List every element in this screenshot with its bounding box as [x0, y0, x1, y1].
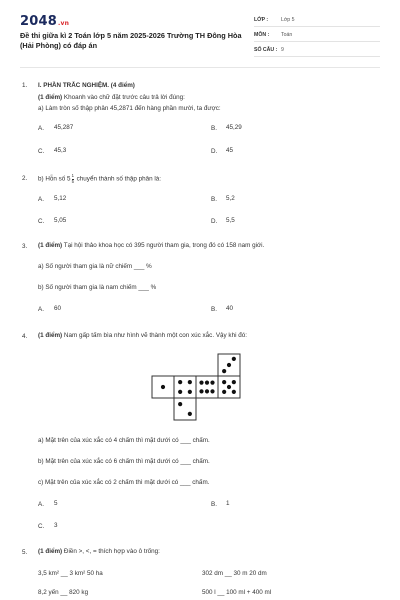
- option-text[interactable]: 60: [54, 305, 62, 312]
- sub-question-b: b) Mặt trên của xúc xắc có 6 chấm thì mặt dưới có ___ chấm.: [38, 458, 210, 465]
- option-letter: A.: [38, 306, 44, 313]
- sub-question-c: c) Mặt trên của xúc xắc có 2 chấm thì mặt dưới có ___ chấm.: [38, 479, 210, 486]
- comparison-item[interactable]: 3,5 km² __ 3 km² 50 ha: [38, 570, 103, 577]
- dice-pip: [205, 389, 209, 393]
- fraction-denominator: 5: [71, 178, 74, 184]
- section-heading: I. PHẦN TRẮC NGHIỆM. (4 điểm): [38, 82, 135, 89]
- site-logo[interactable]: [20, 14, 69, 29]
- question-points: (1 điểm): [38, 94, 63, 101]
- sub-question-b: b) Số người tham gia là nam chiếm ___ %: [38, 284, 157, 291]
- meta-value: Lớp 5: [281, 17, 295, 23]
- dice-face-border: [174, 376, 196, 398]
- dice-net-svg: [150, 352, 250, 424]
- dice-pip: [199, 389, 203, 393]
- meta-key: SỐ CÂU :: [254, 47, 278, 53]
- dice-pip: [188, 390, 192, 394]
- question-body: Nam gấp tấm bìa như hình vẽ thành một con xúc xắc. Vậy khi đó:: [63, 332, 247, 339]
- meta-panel: [254, 14, 380, 59]
- dice-pip: [222, 380, 226, 384]
- option-text[interactable]: 5,2: [226, 195, 235, 202]
- dice-pip: [210, 381, 214, 385]
- dice-pip: [232, 380, 236, 384]
- option-text[interactable]: 45,29: [226, 124, 242, 131]
- dice-pip: [205, 381, 209, 385]
- question-prompt: a) Làm tròn số thập phân 45,2871 đến hàng phần mười, ta được:: [38, 105, 221, 112]
- meta-row-count: [254, 44, 380, 57]
- question-body: Điền >, <, = thích hợp vào ô trống:: [63, 548, 160, 555]
- option-letter: C.: [38, 523, 45, 530]
- dice-pip: [222, 369, 226, 373]
- dice-pip: [227, 363, 231, 367]
- option-text[interactable]: 45,287: [54, 124, 74, 131]
- option-letter: A.: [38, 125, 44, 132]
- dice-net-figure: [150, 352, 250, 424]
- dice-face-1: [152, 376, 174, 398]
- option-text[interactable]: 5: [54, 500, 58, 507]
- sub-question-a: a) Mặt trên của xúc xắc có 4 chấm thì mặt dưới có ___ chấm.: [38, 437, 210, 444]
- question-points: (1 điểm): [38, 548, 63, 555]
- question-number: 3.: [22, 243, 28, 250]
- header-divider: [20, 67, 380, 68]
- option-letter: D.: [211, 148, 218, 155]
- option-letter: B.: [211, 196, 217, 203]
- option-text[interactable]: 45,3: [54, 147, 67, 154]
- comparison-item[interactable]: 8,2 yến __ 820 kg: [38, 589, 89, 596]
- question-points: (1 điểm): [38, 332, 63, 339]
- meta-row-class: [254, 14, 380, 27]
- meta-key: LỚP :: [254, 17, 269, 23]
- option-text[interactable]: 45: [226, 147, 234, 154]
- dice-face-border: [196, 376, 218, 398]
- question-text: [38, 242, 264, 250]
- option-text[interactable]: 5,12: [54, 195, 67, 202]
- dice-pip: [210, 389, 214, 393]
- page-title: Đề thi giữa kì 2 Toán lớp 5 năm 2025-2026 Trường TH Đông Hòa (Hải Phòng) có đáp án: [20, 31, 242, 50]
- option-letter: B.: [211, 501, 217, 508]
- question-number: 5.: [22, 549, 28, 556]
- option-text[interactable]: 3: [54, 522, 58, 529]
- dice-pip: [199, 381, 203, 385]
- question-points: (1 điểm): [38, 242, 63, 249]
- question-number: 4.: [22, 333, 28, 340]
- comparison-item[interactable]: 500 l __ 100 ml + 400 ml: [202, 589, 272, 596]
- prompt-text: b) Hỗn số 5: [38, 175, 71, 183]
- dice-face-border: [174, 398, 196, 420]
- option-letter: B.: [211, 125, 217, 132]
- option-letter: C.: [38, 148, 45, 155]
- dice-pip: [232, 390, 236, 394]
- option-letter: B.: [211, 306, 217, 313]
- instruction-text: Khoanh vào chữ đặt trước câu trả lời đúng:: [63, 94, 185, 101]
- logo-text: 2048: [20, 14, 57, 29]
- fraction-numerator: 1: [71, 173, 74, 178]
- option-letter: A.: [38, 196, 44, 203]
- option-text[interactable]: 1: [226, 500, 230, 507]
- dice-face-3: [218, 354, 240, 376]
- option-letter: C.: [38, 218, 45, 225]
- dice-pip: [178, 402, 182, 406]
- dice-face-4: [174, 376, 196, 398]
- dice-face-2: [174, 398, 196, 420]
- dice-face-5: [218, 376, 240, 398]
- meta-key: MÔN :: [254, 32, 270, 38]
- dice-pip: [178, 380, 182, 384]
- option-text[interactable]: 5,5: [226, 217, 235, 224]
- mixed-fraction: [72, 174, 74, 184]
- sub-question-a: a) Số người tham gia là nữ chiếm ___ %: [38, 263, 152, 270]
- dice-face-6: [196, 376, 218, 398]
- dice-pip: [178, 390, 182, 394]
- question-instruction: [38, 94, 185, 102]
- meta-value: 9: [281, 47, 284, 53]
- logo-suffix: .vn: [57, 20, 70, 27]
- question-body: Tại hội thảo khoa học có 395 người tham gia, trong đó có 158 nam giới.: [63, 242, 265, 249]
- question-text: [38, 332, 247, 340]
- option-letter: A.: [38, 501, 44, 508]
- prompt-text: chuyển thành số thập phân là:: [76, 175, 162, 183]
- question-prompt: [38, 174, 161, 184]
- question-number: 2.: [22, 175, 28, 182]
- dice-pip: [161, 385, 165, 389]
- dice-pip: [227, 385, 231, 389]
- dice-pip: [232, 357, 236, 361]
- dice-pip: [222, 390, 226, 394]
- question-number: 1.: [22, 82, 28, 89]
- option-letter: D.: [211, 218, 218, 225]
- comparison-item[interactable]: 302 dm __ 30 m 20 dm: [202, 570, 267, 577]
- dice-pip: [188, 380, 192, 384]
- option-text[interactable]: 5,05: [54, 217, 67, 224]
- dice-pip: [188, 412, 192, 416]
- meta-row-subject: [254, 29, 380, 42]
- question-text: [38, 548, 160, 556]
- option-text[interactable]: 40: [226, 305, 234, 312]
- meta-value: Toán: [281, 32, 293, 38]
